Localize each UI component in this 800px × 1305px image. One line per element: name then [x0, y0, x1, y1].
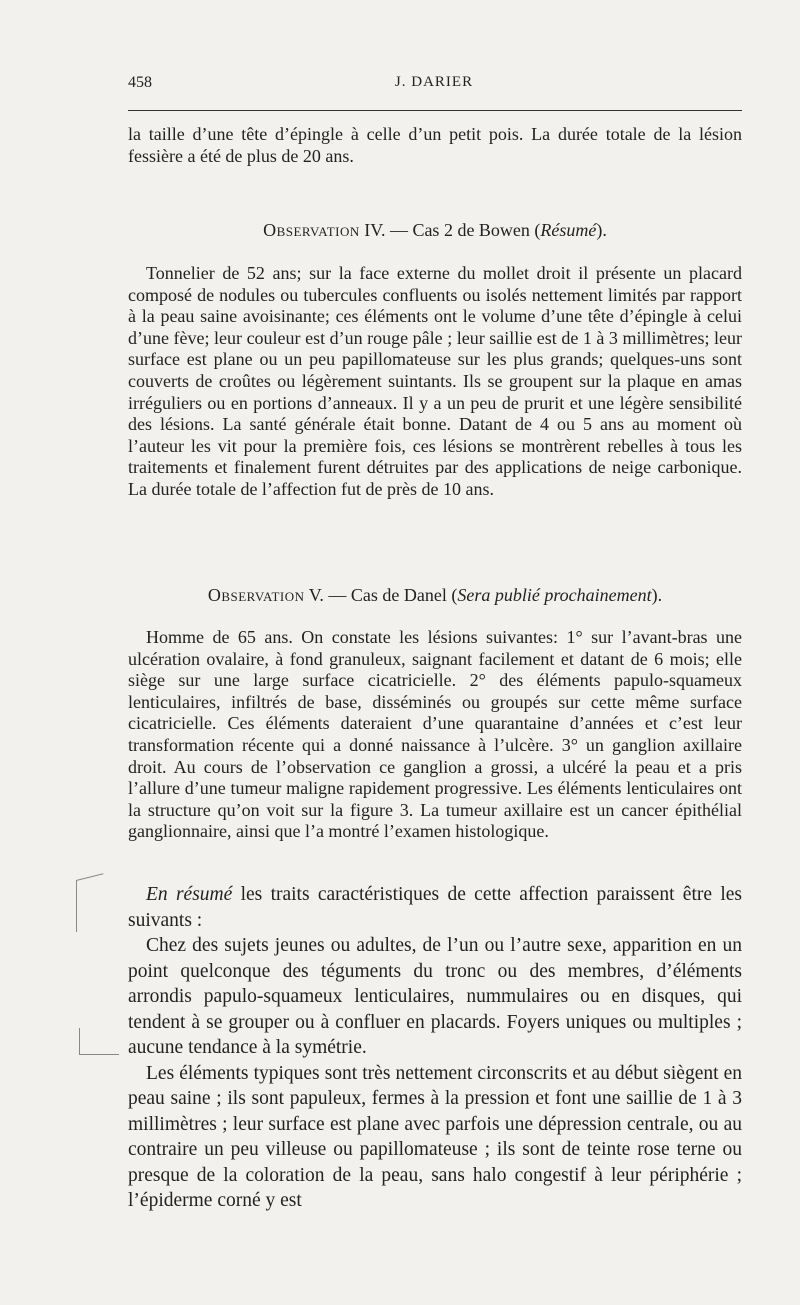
- margin-pencil-mark-upper: [76, 880, 77, 932]
- observation-4-number: IV. — Cas 2 de Bowen (: [359, 220, 541, 240]
- observation-4-text: Tonnelier de 52 ans; sur la face externe du mollet droit il présente un placard composé de nodules ou tubercules confluents ou isolés nettement limités par rapport à la peau saine avoisinante; ces éléments ont le volume d’une tête d’épingle à celui d’une fève; leur couleur est d’un rouge pâle ; leur saillie est de 1 à 3 millimètres; leur surface est plane ou un peu papillomateuse sur les plus grands; quelques-uns sont couverts de croûtes ou légèrement suintants. Ils se groupent sur la plaque en amas irréguliers ou en portions d’anneaux. Il y a un peu de prurit et une légère sensibilité des lésions. La santé générale était bonne. Datant de 4 ou 5 ans au moment où l’auteur les vit pour la première fois, ces lésions se montrèrent rebelles à tous les traitements et finalement furent détruites par des applications de neige carbonique. La durée totale de l’affection fut de près de 10 ans.: [128, 263, 742, 499]
- summary-paragraph-3: Les éléments typiques sont très nettement circonscrits et au début siègent en peau saine ; ils sont papuleux, fermes à la pression et font une saillie de 1 à 3 millimètres ; leur surface est plane avec parfois une dépression centrale, ou au contraire un peu villeuse ou papillomateuse ; ils sont de teinte rose terne ou presque de la coloration de la peau, sans halo congestif à leur périphérie ; l’épiderme corné y est: [128, 1062, 742, 1211]
- header-rule: [128, 110, 742, 111]
- margin-pencil-mark-lower: [79, 1028, 80, 1054]
- running-head: J. DARIER: [394, 74, 474, 90]
- observation-5-suffix: ).: [651, 585, 663, 605]
- page-number: 458: [128, 74, 152, 91]
- observation-5-label: Observation: [207, 585, 305, 605]
- observation-5-heading: [128, 585, 742, 606]
- observation-4-body: [128, 263, 742, 501]
- observation-5-text: Homme de 65 ans. On constate les lésions suivantes: 1° sur l’avant-bras une ulcération ovalaire, à fond granuleux, saignant facilement et datant de 6 mois; elle siège sur une large surface cicatricielle. 2° des éléments papulo-squameux lenticulaires, infiltrés de base, disséminés ou groupés sur cette même surface cicatricielle. Ces éléments dateraient d’une quarantaine d’années et c’est leur transformation récente qui a donné naissance à l’ulcère. 3° un ganglion axillaire droit. Au cours de l’observation ce ganglion a grossi, a ulcéré la peau et a pris l’allure d’une tumeur maligne rapidement progressive. Les éléments lenticulaires ont la structure qu’on voit sur la figure 3. La tumeur axillaire est un cancer épithélial ganglionnaire, ainsi que l’a montré l’examen histologique.: [128, 627, 742, 842]
- summary-paragraph-2: Chez des sujets jeunes ou adultes, de l’un ou l’autre sexe, apparition en un point quelconque des téguments du tronc ou des membres, d’éléments arrondis papulo-squameux lenticulaires, nummulaires ou en disques, qui tendent à se grouper ou à confluer en placards. Foyers uniques ou multiples ; aucune tendance à la symétrie.: [128, 935, 742, 1058]
- page-header: [128, 74, 740, 100]
- summary-p1-text: les traits caractéristiques de cette affection paraissent être les suivants :: [128, 884, 742, 931]
- margin-pencil-mark-lower-tick: [79, 1054, 119, 1055]
- observation-5-body: [128, 627, 742, 843]
- margin-pencil-mark-upper-tick: [76, 873, 103, 881]
- summary-italic-lead: En résumé: [146, 884, 233, 905]
- observation-4-suffix: ).: [596, 220, 607, 240]
- intro-paragraph: [128, 124, 742, 167]
- observation-5-number: V. — Cas de Danel (: [304, 585, 458, 605]
- observation-4-italic: Résumé: [540, 220, 597, 240]
- observation-4-label: Observation: [263, 220, 360, 240]
- summary-section: [128, 882, 742, 1214]
- intro-text: la taille d’une tête d’épingle à celle d’un petit pois. La durée totale de la lésion fessière a été de plus de 20 ans.: [128, 124, 742, 166]
- observation-5-italic: Sera publié prochainement: [457, 585, 652, 605]
- summary-paragraph-1: [128, 882, 742, 933]
- observation-4-heading: [128, 220, 742, 241]
